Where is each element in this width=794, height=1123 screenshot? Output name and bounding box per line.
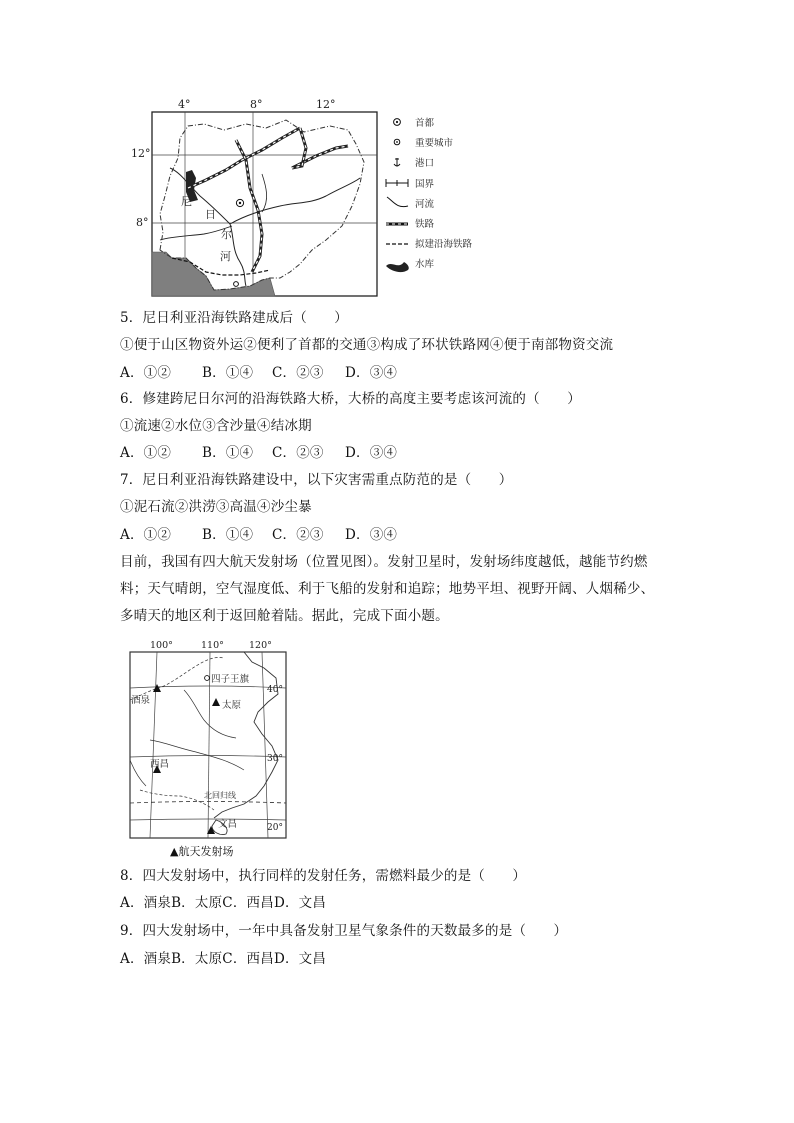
place-jiuquan: 酒泉 <box>131 695 151 706</box>
lon-label-12: 12° <box>316 98 336 111</box>
city-icon <box>394 139 400 145</box>
legend-planned-railway: 拟建沿海铁路 <box>415 239 473 251</box>
q7-options <box>120 526 397 544</box>
q6-option-b[interactable]: B．①④ <box>202 445 254 461</box>
place-xichang: 西昌 <box>150 759 170 770</box>
lat-label-30: 30° <box>267 754 283 764</box>
q6-option-a[interactable]: A．①② <box>120 445 172 461</box>
river-char-1: 尼 <box>181 195 192 208</box>
q8-stem: 8．四大发射场中，执行同样的发射任务，需燃料最少的是（ ） <box>120 868 527 884</box>
q6-items: ①流速②水位③含沙量④结冰期 <box>120 418 312 434</box>
q8-option-a[interactable]: A．酒泉 <box>120 895 172 911</box>
q9-options <box>120 950 326 968</box>
q5-option-c[interactable]: C．②③ <box>272 365 324 381</box>
q7-stem: 7．尼日利亚沿海铁路建设中，以下灾害需重点防范的是（ ） <box>120 472 513 488</box>
q6-options <box>120 444 397 462</box>
q6-option-d[interactable]: D．③④ <box>345 445 398 461</box>
legend-reservoir: 水库 <box>415 259 435 271</box>
lon-label-4: 4° <box>178 98 191 111</box>
q7-option-b[interactable]: B．①④ <box>202 527 254 543</box>
lat-label-40: 40° <box>267 685 283 695</box>
q7-option-c[interactable]: C．②③ <box>272 527 324 543</box>
nigeria-map <box>131 96 390 298</box>
border-icon <box>386 179 408 187</box>
river-char-3: 尔 <box>221 228 232 241</box>
legend-city: 重要城市 <box>415 138 454 150</box>
launch-site-legend: ▲航天发射场 <box>170 845 234 858</box>
launch-site-map <box>125 636 295 861</box>
q5-option-d[interactable]: D．③④ <box>345 365 398 381</box>
passage-line-1: 目前，我国有四大航天发射场（位置见图）。发射卫星时，发射场纬度越低，越能节约燃 <box>120 554 648 570</box>
passage-line-2: 料；天气晴朗，空气湿度低、利于飞船的发射和追踪；地势平坦、视野开阔、人烟稀少、 <box>120 581 655 597</box>
q5-option-b[interactable]: B．①④ <box>202 365 254 381</box>
lat-label-8: 8° <box>136 216 149 229</box>
lon-label-120: 120° <box>249 640 272 651</box>
q7-items: ①泥石流②洪涝③高温④沙尘暴 <box>120 499 312 515</box>
legend-border: 国界 <box>415 178 435 190</box>
legend-capital: 首都 <box>415 118 435 129</box>
q5-option-a[interactable]: A．①② <box>120 365 172 381</box>
river-icon <box>387 197 408 207</box>
legend-port: 港口 <box>415 158 435 170</box>
q8-option-d[interactable]: D．文昌 <box>273 895 327 911</box>
river-char-2: 日 <box>205 208 216 221</box>
q8-option-b[interactable]: B．太原 <box>171 895 223 911</box>
q9-option-b[interactable]: B．太原 <box>171 951 223 967</box>
reservoir-icon <box>386 262 409 272</box>
legend-railway: 铁路 <box>415 219 435 231</box>
q6-stem: 6．修建跨尼日尔河的沿海铁路大桥，大桥的高度主要考虑该河流的（ ） <box>120 391 581 407</box>
port-icon <box>394 158 400 166</box>
jiuquan-marker <box>153 684 161 692</box>
lon-label-8: 8° <box>250 98 263 111</box>
q9-stem: 9．四大发射场中，一年中具备发射卫星气象条件的天数最多的是（ ） <box>120 923 568 939</box>
capital-icon <box>394 119 401 126</box>
taiyuan-marker <box>212 698 220 706</box>
q7-option-a[interactable]: A．①② <box>120 527 172 543</box>
q5-items: ①便于山区物资外运②便利了首都的交通③构成了环状铁路网④便于南部物资交流 <box>120 337 614 353</box>
q9-option-c[interactable]: C．西昌 <box>222 951 274 967</box>
place-taiyuan: 太原 <box>222 700 242 711</box>
q6-option-c[interactable]: C．②③ <box>272 445 324 461</box>
q5-stem: 5．尼日利亚沿海铁路建成后（ ） <box>120 310 348 326</box>
q7-option-d[interactable]: D．③④ <box>345 527 398 543</box>
nigeria-legend <box>415 114 472 276</box>
lat-label-12: 12° <box>131 147 151 160</box>
place-wenchang: 文昌 <box>218 819 238 830</box>
place-siziwangqi: 四子王旗 <box>211 674 250 685</box>
lat-label-20: 20° <box>267 823 283 833</box>
lon-label-110: 110° <box>201 640 224 651</box>
passage-line-3: 多晴天的地区利于返回舱着陆。据此，完成下面小题。 <box>120 608 449 624</box>
q9-option-a[interactable]: A．酒泉 <box>120 951 172 967</box>
lon-label-100: 100° <box>150 640 173 651</box>
q9-option-d[interactable]: D．文昌 <box>273 951 327 967</box>
q8-options <box>120 894 326 912</box>
q8-option-c[interactable]: C．西昌 <box>222 895 274 911</box>
legend-river: 河流 <box>415 198 435 210</box>
q5-options <box>120 364 397 382</box>
tropic-label: 北回归线 <box>204 791 236 800</box>
river-char-4: 河 <box>220 250 231 263</box>
